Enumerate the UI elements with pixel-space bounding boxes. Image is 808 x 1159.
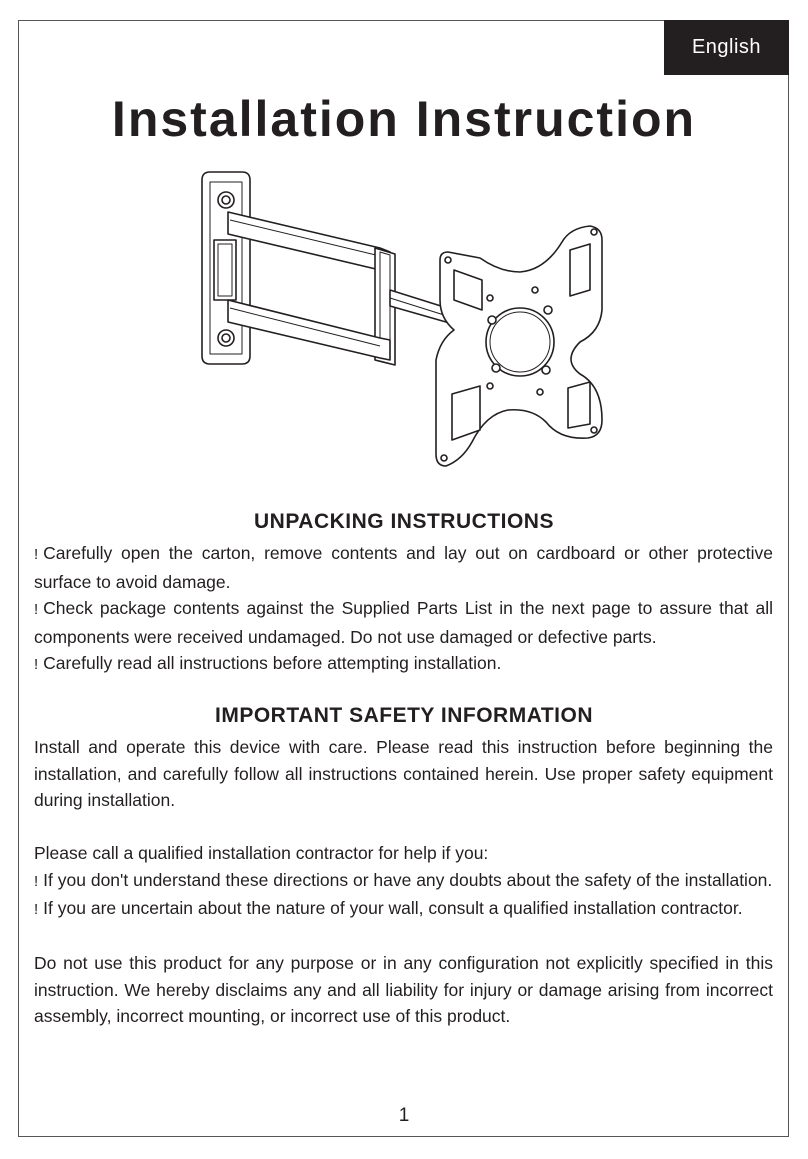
wall-hinge — [214, 240, 236, 300]
contractor-item: ! If you don't understand these directions or have any doubts about the safety of the installation. — [34, 869, 773, 890]
exclamation-bullet-icon: ! — [34, 656, 39, 673]
page-title: Installation Instruction — [111, 91, 697, 147]
liability-disclaimer: Do not use this product for any purpose or in any configuration not explicitly specified in this instruction. We hereby disclaims any and all liability for injury or damage arising from incorrect assembly, incorrect mounting, or incorrect use of this product. — [34, 953, 773, 1026]
vesa-plate — [436, 226, 602, 466]
exclamation-bullet-icon: ! — [34, 546, 39, 563]
exclamation-bullet-icon: ! — [34, 601, 39, 618]
safety-heading: IMPORTANT SAFETY INFORMATION — [215, 704, 593, 727]
language-tab: English — [664, 20, 789, 75]
unpacking-item: ! Carefully open the carton, remove contents and lay out on cardboard or other protective surface to avoid damage. — [34, 543, 773, 592]
lower-arm — [228, 300, 390, 360]
page-number: 1 — [398, 1105, 410, 1126]
exclamation-bullet-icon: ! — [34, 872, 39, 890]
exclamation-bullet-icon: ! — [34, 901, 39, 918]
safety-section — [34, 734, 773, 1030]
tv-wall-mount-bracket-illustration — [190, 160, 620, 485]
contractor-lead: Please call a qualified installation contractor for help if you: — [34, 843, 489, 863]
safety-intro: Install and operate this device with care. Please read this instruction before beginning the installation, and carefully follow all instructions contained herein. Use proper safety equipment during installation. — [34, 737, 773, 810]
unpacking-item: ! Check package contents against the Supplied Parts List in the next page to assure that all components were received undamaged. Do not use damaged or defective parts. — [34, 598, 773, 647]
unpacking-item: ! Carefully read all instructions before attempting installation. — [34, 653, 502, 673]
unpacking-heading: UNPACKING INSTRUCTIONS — [254, 510, 554, 533]
contractor-item: ! If you are uncertain about the nature of your wall, consult a qualified installation contractor. — [34, 898, 743, 918]
unpacking-list — [34, 540, 773, 679]
